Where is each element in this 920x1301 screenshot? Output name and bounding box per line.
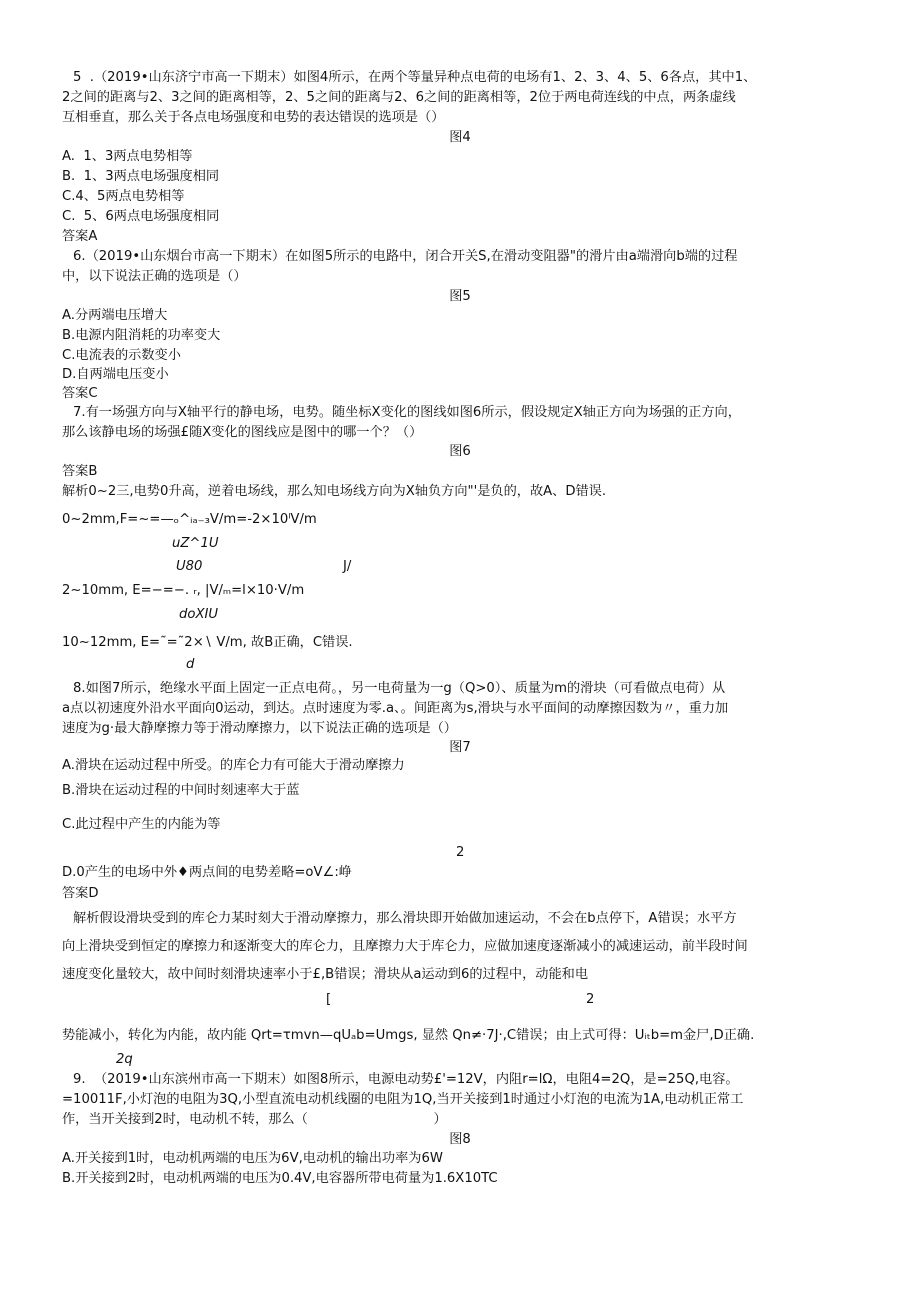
q8-option-c: C.此过程中产生的内能为等 — [62, 817, 221, 832]
q5-answer: 答案A — [62, 229, 98, 244]
q6-option-b: B.电源内阻消耗的功率变大 — [62, 328, 221, 343]
q9-option-a: A.开关接到1时，电动机两端的电压为6V,电动机的输出功率为6W — [62, 1151, 443, 1166]
q7-line-2: 那么该静电场的场强£随X变化的图线应是图中的哪一个？（） — [62, 425, 423, 440]
q6-option-d: D.自两端电压变小 — [62, 367, 169, 382]
q8-line-3: 速度为g·最大静摩擦力等于滑动摩擦力，以下说法正确的选项是（） — [62, 721, 457, 736]
q7-answer: 答案B — [62, 464, 98, 479]
q5-option-c: C.4、5两点电势相等 — [62, 189, 185, 204]
figure-7-caption: 图7 — [449, 740, 471, 755]
q9-option-b: B.开关接到2时，电动机两端的电压为0.4V,电容器所带电荷量为1.6X10TC — [62, 1171, 498, 1186]
q8-analysis-line-2: 向上滑块受到恒定的摩擦力和逐渐变大的库仑力，且摩擦力大于库仑力，应做加速度逐渐减小的减速运动，前半段时间 — [62, 939, 748, 954]
q8-option-a: A.滑块在运动过程中所受。的库仑力有可能大于滑动摩擦力 — [62, 758, 405, 773]
q8-analysis-denominator: 2q — [116, 1052, 133, 1067]
figure-6-caption: 图6 — [449, 444, 471, 459]
q5-option-d: C. 5、6两点电场强度相同 — [62, 209, 220, 224]
q7-formula-fragment-4: doXIU — [179, 607, 219, 622]
q8-line-1: 8.如图7所示，绝缘水平面上固定一正点电荷。，另一电荷量为一g（Q>0）、质量为m的滑块（可看做点电荷）从 — [73, 681, 726, 696]
q6-line-1: 6.（2019•山东烟台市高一下期末）在如图5所示的电路中，闭合开关S,在滑动变阻器"的滑片由a端滑向b端的过程 — [73, 249, 738, 264]
q7-formula-2: 2~10mm, E=−=−. ᵣ, |V/ₘ=l×10·V/m — [62, 583, 305, 598]
q5-line-1: 5 .（2019•山东济宁市高一下期末）如图4所示，在两个等量异种点电荷的电场有1、2、3、4、5、6各点，其中1、 — [73, 70, 757, 85]
q5-line-2: 2之间的距离与2、3之间的距离相等，2、5之间的距离与2、6之间的距离相等，2位于两电荷连线的中点，两条虚线 — [62, 90, 736, 105]
q8-analysis-line-4: 势能减小，转化为内能，故内能 Qrt=τmvn—qUₐb=Umgs, 显然 Qn≠·7J·,C错误；由上式可得：Uᵢₜb=m金尸,D正确. — [62, 1028, 755, 1043]
q6-line-2: 中，以下说法正确的选项是（） — [62, 269, 247, 284]
figure-8-caption: 图8 — [449, 1132, 471, 1147]
q7-formula-fragment-1: uZ^1U — [172, 536, 219, 551]
q6-answer: 答案C — [62, 386, 98, 401]
figure-5-caption: 图5 — [449, 289, 471, 304]
q7-formula-fragment-3: J/ — [343, 559, 352, 574]
q8-analysis-bracket: [ — [326, 992, 332, 1007]
q8-analysis-line-1: 解析假设滑块受到的库仑力某时刻大于滑动摩擦力，那么滑块即开始做加速运动，不会在b点停下，A错误；水平方 — [73, 911, 737, 926]
q7-analysis-line-1: 解析0~2三,电势0升高，逆着电场线，那么知电场线方向为X轴负方向"'是负的，故A、D错误. — [62, 484, 607, 499]
q6-option-a: A.分两端电压增大 — [62, 308, 168, 323]
q8-option-b: B.滑块在运动过程的中间时刻速率大于蓝 — [62, 783, 300, 798]
q8-option-d: D.0产生的电场中外♦两点间的电势差略=oV∠:峥 — [62, 865, 352, 880]
q6-option-c: C.电流表的示数变小 — [62, 348, 181, 363]
q8-analysis-line-3: 速度变化量较大，故中间时刻滑块速率小于£,B错误；滑块从a运动到6的过程中，动能和电 — [62, 967, 589, 982]
q7-formula-1: 0~2mm,F=~=—ₒ^ᵢₐ₋₃V/m=-2×10ˡV/m — [62, 512, 317, 527]
q5-line-3: 互相垂直，那么关于各点电场强度和电势的表达错误的选项是（） — [62, 110, 445, 125]
q9-line-1: 9. （2019•山东滨州市高一下期末）如图8所示，电源电动势£'=12V，内阻r=lΩ，电阻4=2Q，是=25Q,电容。 — [73, 1072, 739, 1087]
q5-option-a: A. 1、3两点电势相等 — [62, 149, 193, 164]
q9-line-3: 作，当开关接到2时，电动机不转，那么（ ） — [62, 1112, 447, 1127]
figure-4-caption: 图4 — [449, 130, 471, 145]
q7-formula-fragment-5: d — [186, 657, 195, 672]
q8-answer: 答案D — [62, 886, 99, 901]
q7-formula-3: 10~12mm, E=˜=˜2×∖ V/m, 故B正确，C错误. — [62, 635, 353, 650]
q5-option-b: B. 1、3两点电场强度相同 — [62, 169, 220, 184]
q8-option-c-fraction: 2 — [456, 845, 465, 860]
q8-analysis-fraction: 2 — [586, 992, 595, 1007]
q7-formula-fragment-2: U80 — [176, 559, 203, 574]
q7-line-1: 7.有一场强方向与X轴平行的静电场，电势。随坐标X变化的图线如图6所示，假设规定X轴正方向为场强的正方向， — [73, 405, 741, 420]
q8-line-2: a点以初速度外沿水平面向0运动，到达。点时速度为零.a、。间距离为s,滑块与水平面间的动摩擦因数为〃，重力加 — [62, 701, 729, 716]
q9-line-2: =10011F,小灯泡的电阻为3Q,小型直流电动机线圈的电阻为1Q,当开关接到1时通过小灯泡的电流为1A,电动机正常工 — [62, 1092, 744, 1107]
